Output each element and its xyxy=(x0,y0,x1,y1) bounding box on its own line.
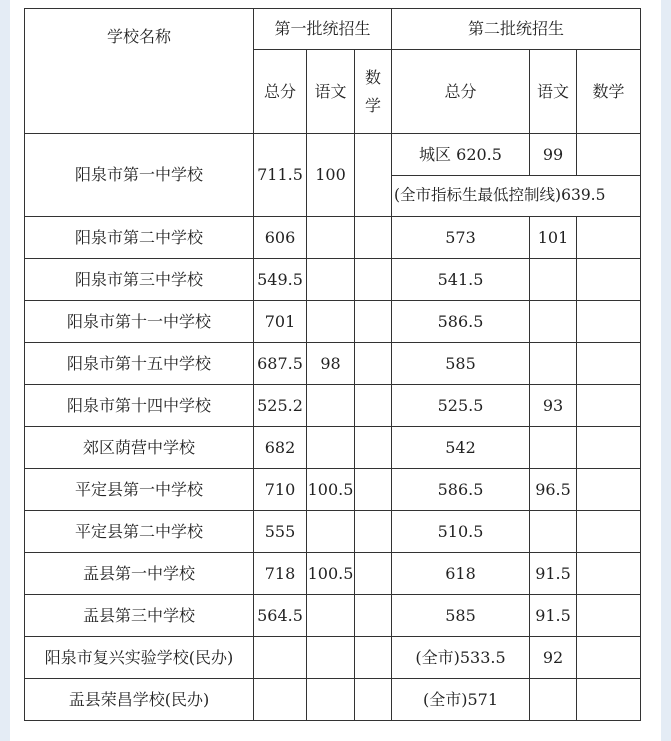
school-name-cell: 郊区荫营中学校 xyxy=(25,427,254,469)
b1-chinese-cell: 100.5 xyxy=(307,553,355,595)
b1-math-cell xyxy=(355,385,392,427)
table-row xyxy=(25,259,641,301)
b2-math-cell xyxy=(577,427,641,469)
b1-math-cell xyxy=(355,637,392,679)
b1-math-cell xyxy=(355,679,392,721)
b1-chinese-cell xyxy=(307,427,355,469)
b2-math-cell xyxy=(577,301,641,343)
b2-total-cell: 585 xyxy=(392,595,530,637)
b2-math-cell xyxy=(577,343,641,385)
b1-math-cell xyxy=(355,511,392,553)
b1-chinese-cell xyxy=(307,595,355,637)
b1-math-cell xyxy=(355,595,392,637)
b1-math-cell xyxy=(355,427,392,469)
b2-chinese-cell: 101 xyxy=(530,217,577,259)
b2-math-cell xyxy=(577,637,641,679)
school-name-cell: 盂县第三中学校 xyxy=(25,595,254,637)
b1-total-cell xyxy=(254,679,307,721)
table-row xyxy=(25,385,641,427)
b2-total-cell: 541.5 xyxy=(392,259,530,301)
b2-total-cell: (全市)533.5 xyxy=(392,637,530,679)
b1-math-cell xyxy=(355,217,392,259)
b2-chinese-cell xyxy=(530,259,577,301)
b2-total-cell: 542 xyxy=(392,427,530,469)
school-name-cell: 阳泉市第一中学校 xyxy=(25,134,254,217)
school-name-cell: 平定县第二中学校 xyxy=(25,511,254,553)
b1-total-cell: 682 xyxy=(254,427,307,469)
school-name-cell: 平定县第一中学校 xyxy=(25,469,254,511)
b2-total-cell: 585 xyxy=(392,343,530,385)
school-name-cell: 盂县第一中学校 xyxy=(25,553,254,595)
b1-chinese-cell xyxy=(307,301,355,343)
b1-total-cell: 701 xyxy=(254,301,307,343)
table-row xyxy=(25,427,641,469)
b1-total-cell: 718 xyxy=(254,553,307,595)
b2-total-cell: 525.5 xyxy=(392,385,530,427)
header-batch2: 第二批统招生 xyxy=(392,9,641,50)
b1-math-cell xyxy=(355,343,392,385)
b2-chinese-cell: 91.5 xyxy=(530,595,577,637)
b1-total-cell: 710 xyxy=(254,469,307,511)
b2-chinese-cell xyxy=(530,679,577,721)
b2-chinese-cell xyxy=(530,301,577,343)
citywide-quota-note-cell: (全市指标生最低控制线)639.5 xyxy=(392,176,641,217)
b1-total-cell: 687.5 xyxy=(254,343,307,385)
b1-math-cell xyxy=(355,259,392,301)
header-b1-math xyxy=(355,50,392,134)
b1-math-cell xyxy=(355,469,392,511)
b2-chinese-cell: 91.5 xyxy=(530,553,577,595)
b2-math-cell xyxy=(577,259,641,301)
b1-total-cell: 711.5 xyxy=(254,134,307,217)
table-row xyxy=(25,343,641,385)
school-name-cell: 阳泉市第二中学校 xyxy=(25,217,254,259)
school-name-cell: 阳泉市第十四中学校 xyxy=(25,385,254,427)
header-b1-math-char2: 学 xyxy=(364,95,381,115)
b2-chinese-cell xyxy=(530,511,577,553)
b2-total-cell: 城区 620.5 xyxy=(392,134,530,176)
header-school-name: 学校名称 xyxy=(25,9,254,134)
b1-total-cell: 525.2 xyxy=(254,385,307,427)
b1-math-cell xyxy=(355,301,392,343)
header-b2-math: 数学 xyxy=(577,50,641,134)
b2-math-cell xyxy=(577,679,641,721)
b2-total-cell: 573 xyxy=(392,217,530,259)
b1-chinese-cell: 100.5 xyxy=(307,469,355,511)
table-row xyxy=(25,553,641,595)
table-row xyxy=(25,637,641,679)
table-row xyxy=(25,511,641,553)
b1-math-cell xyxy=(355,553,392,595)
page-frame xyxy=(10,0,661,741)
header-row-1 xyxy=(25,9,641,50)
b2-math-cell xyxy=(577,134,641,176)
b1-total-cell: 606 xyxy=(254,217,307,259)
header-b1-total: 总分 xyxy=(254,50,307,134)
header-batch1: 第一批统招生 xyxy=(254,9,392,50)
b1-total-cell: 549.5 xyxy=(254,259,307,301)
school-name-cell: 阳泉市第十一中学校 xyxy=(25,301,254,343)
b2-total-cell: 586.5 xyxy=(392,469,530,511)
b2-math-cell xyxy=(577,469,641,511)
b1-total-cell: 555 xyxy=(254,511,307,553)
b2-total-cell: 510.5 xyxy=(392,511,530,553)
b2-chinese-cell: 99 xyxy=(530,134,577,176)
b2-chinese-cell: 92 xyxy=(530,637,577,679)
b2-chinese-cell: 96.5 xyxy=(530,469,577,511)
b1-chinese-cell: 98 xyxy=(307,343,355,385)
b1-chinese-cell xyxy=(307,637,355,679)
header-b2-chinese: 语文 xyxy=(530,50,577,134)
b2-total-cell: 618 xyxy=(392,553,530,595)
b2-math-cell xyxy=(577,553,641,595)
b1-math-cell xyxy=(355,134,392,217)
b1-total-cell: 564.5 xyxy=(254,595,307,637)
b2-math-cell xyxy=(577,385,641,427)
b1-chinese-cell xyxy=(307,217,355,259)
table-row xyxy=(25,679,641,721)
school-name-cell: 盂县荣昌学校(民办) xyxy=(25,679,254,721)
b2-total-cell: (全市)571 xyxy=(392,679,530,721)
header-b1-math-char1: 数 xyxy=(364,67,381,87)
b2-math-cell xyxy=(577,217,641,259)
admission-score-table xyxy=(24,8,641,721)
table-row xyxy=(25,301,641,343)
header-b1-chinese: 语文 xyxy=(307,50,355,134)
b1-chinese-cell xyxy=(307,679,355,721)
b1-chinese-cell xyxy=(307,259,355,301)
b2-math-cell xyxy=(577,511,641,553)
b2-chinese-cell xyxy=(530,343,577,385)
b2-chinese-cell: 93 xyxy=(530,385,577,427)
school-name-cell: 阳泉市第十五中学校 xyxy=(25,343,254,385)
b2-math-cell xyxy=(577,595,641,637)
table-row xyxy=(25,595,641,637)
school-name-cell: 阳泉市复兴实验学校(民办) xyxy=(25,637,254,679)
header-b2-total: 总分 xyxy=(392,50,530,134)
table-row xyxy=(25,217,641,259)
b2-chinese-cell xyxy=(530,427,577,469)
table-row xyxy=(25,469,641,511)
table-row-first-school-a xyxy=(25,134,641,176)
b1-chinese-cell: 100 xyxy=(307,134,355,217)
b1-chinese-cell xyxy=(307,385,355,427)
school-name-cell: 阳泉市第三中学校 xyxy=(25,259,254,301)
b2-total-cell: 586.5 xyxy=(392,301,530,343)
b1-chinese-cell xyxy=(307,511,355,553)
b1-total-cell xyxy=(254,637,307,679)
